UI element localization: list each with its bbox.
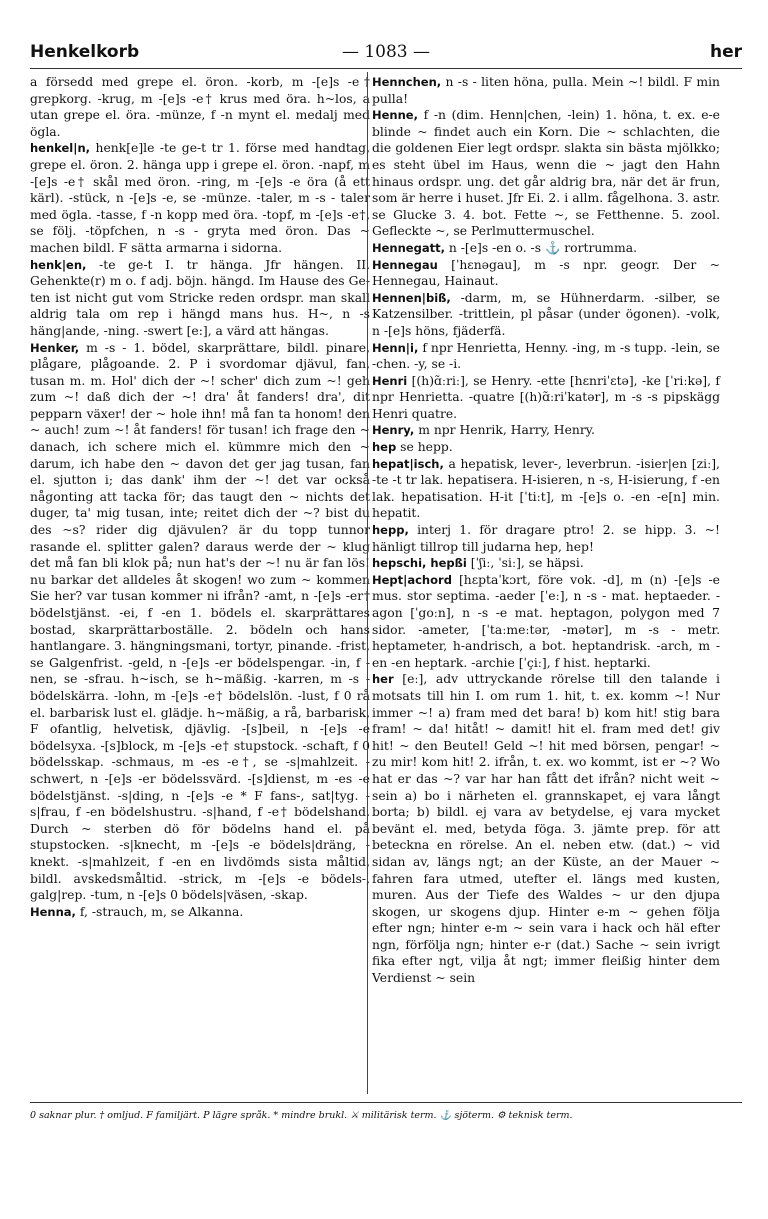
entry: Hennchen, n -s - liten höna, pulla. Mein ~! bildl. F min pulla! — [372, 75, 720, 106]
page-number: — 1083 — — [341, 42, 431, 62]
entry: Henri [(h)ɑ̃ːriː], se Henry. -ette [hɛnriˈɛtə], -ke [ˈriːkə], f npr Henrietta. -quatre [(h)ɑ̃ːriˈkatər], m -s -s pipskägg Henri quatre. — [372, 373, 720, 421]
entry: Henna, f, -strauch, m, se Alkanna. — [30, 904, 244, 919]
dictionary-page — [30, 40, 742, 1190]
left-column — [30, 74, 370, 920]
entry: Hept|achord [hɛptaˈkɔrt, före vok. -d], m (n) -[e]s -e mus. stor septima. -aeder [ˈeː], n -s - mat. heptaeder. -agon [ˈgoːn], n -s -e mat. heptagon, polygon med 7 sidor. -ameter, [ˈtaːmeːtər, -mətər], m -s - metr. heptameter, h-andrisch, a bot. heptandrisk. -arch, m -en -en heptark. -archie [ˈçiː], f hist. heptarki. — [372, 572, 720, 670]
entry: a försedd med grepe el. öron. -korb, m -[e]s -e† grepkorg. -krug, m -[e]s -e† krus med öra. h~los, a utan grepe el. öra. -münze, f -n mynt el. medalj med ögla. — [30, 75, 370, 139]
entry: Henne, f -n (dim. Henn|chen, -lein) 1. höna, t. ex. e-e blinde ~ findet auch ein Korn. Die ~ schlachten, die die goldenen Eier legt ordspr. slakta sin bästa mjölkko; es steht übel im Haus, wenn die ~ jagt den Hahn hinaus ordspr. ung. det går aldrig bra, när det är frun, som är herre i huset. Jfr Ei. 2. i allm. fågelhona. 3. astr. se Glucke 3. 4. bot. Fette ~, se Fetthenne. 5. zool. Gefleckte ~, se Perlmuttermuschel. — [372, 108, 720, 239]
right-column — [372, 74, 720, 987]
entry: hepat|isch, a hepatisk, lever-, leverbrun. -isier|en [ziː], -te -t tr lak. hepatisera. H-isieren, n -s, H-isierung, f -en lak. hepatisation. H-it [ˈtiːt], m -[e]s o. -en -e[n] min. hepatit. — [372, 456, 720, 521]
entry: henk|en, -te ge-t I. tr hänga. Jfr hängen. II. Gehenkte(r) m o. f adj. böjn. hängd. Im Hause des Ge-ten ist nicht gut vom Stricke reden ordspr. man skall aldrig tala om rep i hängd mans hus. H~, n -s häng|ande, -ning. -swert [e:], a värd att hängas. — [30, 257, 370, 338]
entry: Hennegatt, n -[e]s -en o. -s ⚓ rortrumma. — [372, 240, 638, 255]
entry: Hennen|biß, -darm, m, se Hühnerdarm. -silber, se Katzensilber. -trittlein, pl påsar (under ögonen). -volk, n -[e]s höns, fjäderfä. — [372, 290, 720, 338]
entry: Henry, m npr Henrik, Harry, Henry. — [372, 423, 595, 438]
entry: henkel|n, henk[e]le -te ge-t tr 1. förse med handtag, grepe el. öron. 2. hänga upp i grepe el. öron. -napf, m -[e]s -e† skål med öron. -ring, m -[e]s -e öra (å ett kärl). -stück, n -[e]s -e, se -münze. -taler, m -s - taler med ögla. -tasse, f -n kopp med öra. -topf, m -[e]s -e†, se följ. -töpfchen, n -s - gryta med öron. Das ~ machen bildl. F sätta armarna i sidorna. — [30, 141, 370, 255]
page-header — [30, 40, 742, 66]
header-right-word: her — [709, 42, 742, 62]
header-rule — [30, 68, 742, 69]
entry: her [eː], adv uttryckande rörelse till den talande i motsats till hin I. om rum 1. hit, t. ex. komm ~! Nur immer ~! a) fram med det bara! b) kom hit! stig bara fram! ~ da! hitåt! ~ damit! hit el. fram med det! giv hit! ~ den Beutel! Geld ~! hit med börsen, pengar! ~ zu mir! kom hit! 2. ifrån, t. ex. wo kommt, ist er ~? Wo hat er das ~? var har han fått det ifrån? nicht weit ~ sein a) bo i närheten el. grannskapet, ej vara långt borta; b) bildl. ej vara av betydelse, ej vara mycket bevänt el. med, betyda föga. 3. jämte prep. för att beteckna en rörelse. An el. neben etw. (dat.) ~ vid sidan av, längs ngt; an der Küste, an der Mauer ~ fahren fara utmed, utefter el. längs med kusten, muren. Aus der Tiefe des Waldes ~ ur den djupa skogen, ur skogens djup. Hinter e-m ~ gehen följa efter ngn; hinter e-m ~ sein vara i hack och häl efter ngn, förfölja ngn; hinter e-r (dat.) Sache ~ sein ivrigt fika efter ngt, vilja åt ngt; immer fleißig hinter dem Verdienst ~ sein — [372, 672, 720, 986]
entry: Henker, m -s - 1. bödel, skarprättare, bildl. pinare, plågare, plågoande. 2. P i svordomar djävul, fan, tusan m. m. Hol' dich der ~! scher' dich zum ~! geh zum ~! daß dich der ~! dra' åt fanders! dra', dit pepparn växer! der ~ hole ihn! må fan ta honom! den ~ auch! zum ~! åt fanders! för tusan! ich frage den ~ danach, ich schere mich el. kümmre mich den ~ darum, ich habe den ~ davon det ger jag tusan, fan el. sjutton i; das dank' ihm der ~! det var också någonting att tacka för; das taugt den ~ nichts det duger, ta' mig tusan, inte; reitet dich der ~? bist du des ~s? rider dig djävulen? är du topp tunnor rasande el. splitter galen? daraus werde der ~ klug det må fan bli klok på; nun hat's der ~! nu är fan lös! nu barkar det alldeles åt skogen! wo zum ~ kommen Sie her? var tusan kommer ni ifrån? -amt, n -[e]s -er† bödelstjänst. -ei, f -en 1. bödels el. skarprättares bostad, skarprättarboställe. 2. bödeln och hans hantlangare. 3. hängningsmani, tortyr, pinande. -frist, se Galgenfrist. -geld, n -[e]s -er bödelspengar. -in, f -nen, se -sfrau. h~isch, se h~mäßig. -karren, m -s - bödelskärra. -lohn, m -[e]s -e† bödelslön. -lust, f 0 rå el. barbarisk lust el. glädje. h~mäßig, a rå, barbarisk, F ofantlig, helvetisk, djävlig. -[s]beil, n -[e]s -e bödelsyxa. -[s]block, m -[e]s -e† stupstock. -schaft, f 0 bödelsskap. -schmaus, m -es -e†, se -s|mahlzeit. -schwert, n -[e]s -er bödelssvärd. -[s]dienst, m -es -e bödelstjänst. -s|ding, n -[e]s -e * F fans-, sat|tyg. -s|frau, f -en bödelshustru. -s|hand, f -e† bödelshand. Durch ~ sterben dö för bödelns hand el. på stupstocken. -s|knecht, m -[e]s -e bödels|dräng, -knekt. -s|mahlzeit, f -en en livdömds sista måltid, bildl. avskedsmåltid. -strick, m -[e]s -e bödels-, galg|rep. -tum, n -[e]s 0 bödels|väsen, -skap. — [30, 340, 370, 903]
entry: Hennegau [ˈhɛnəgau], m -s npr. geogr. Der ~ Hennegau, Hainaut. — [372, 257, 720, 289]
abbreviation-legend: 0 saknar plur. † omljud. F familjärt. P lägre språk. * mindre brukl. ⚔ militärisk term. ⚓ sjöterm. ⚙ teknisk term. — [30, 1110, 573, 1121]
entry: hepschi, hepßi [ˈʃiː, ˈsiː], se häpsi. — [372, 556, 584, 571]
header-left-word: Henkelkorb — [30, 42, 140, 62]
entry: Henn|i, f npr Henrietta, Henny. -ing, m -s tupp. -lein, se -chen. -y, se -i. — [372, 340, 720, 372]
column-divider — [367, 72, 368, 1094]
entry: hepp, interj 1. för dragare ptro! 2. se hipp. 3. ~! hänligt tillrop till judarna hep, hep! — [372, 523, 720, 554]
entry: hep se hepp. — [372, 440, 453, 455]
footer-rule — [30, 1102, 742, 1103]
